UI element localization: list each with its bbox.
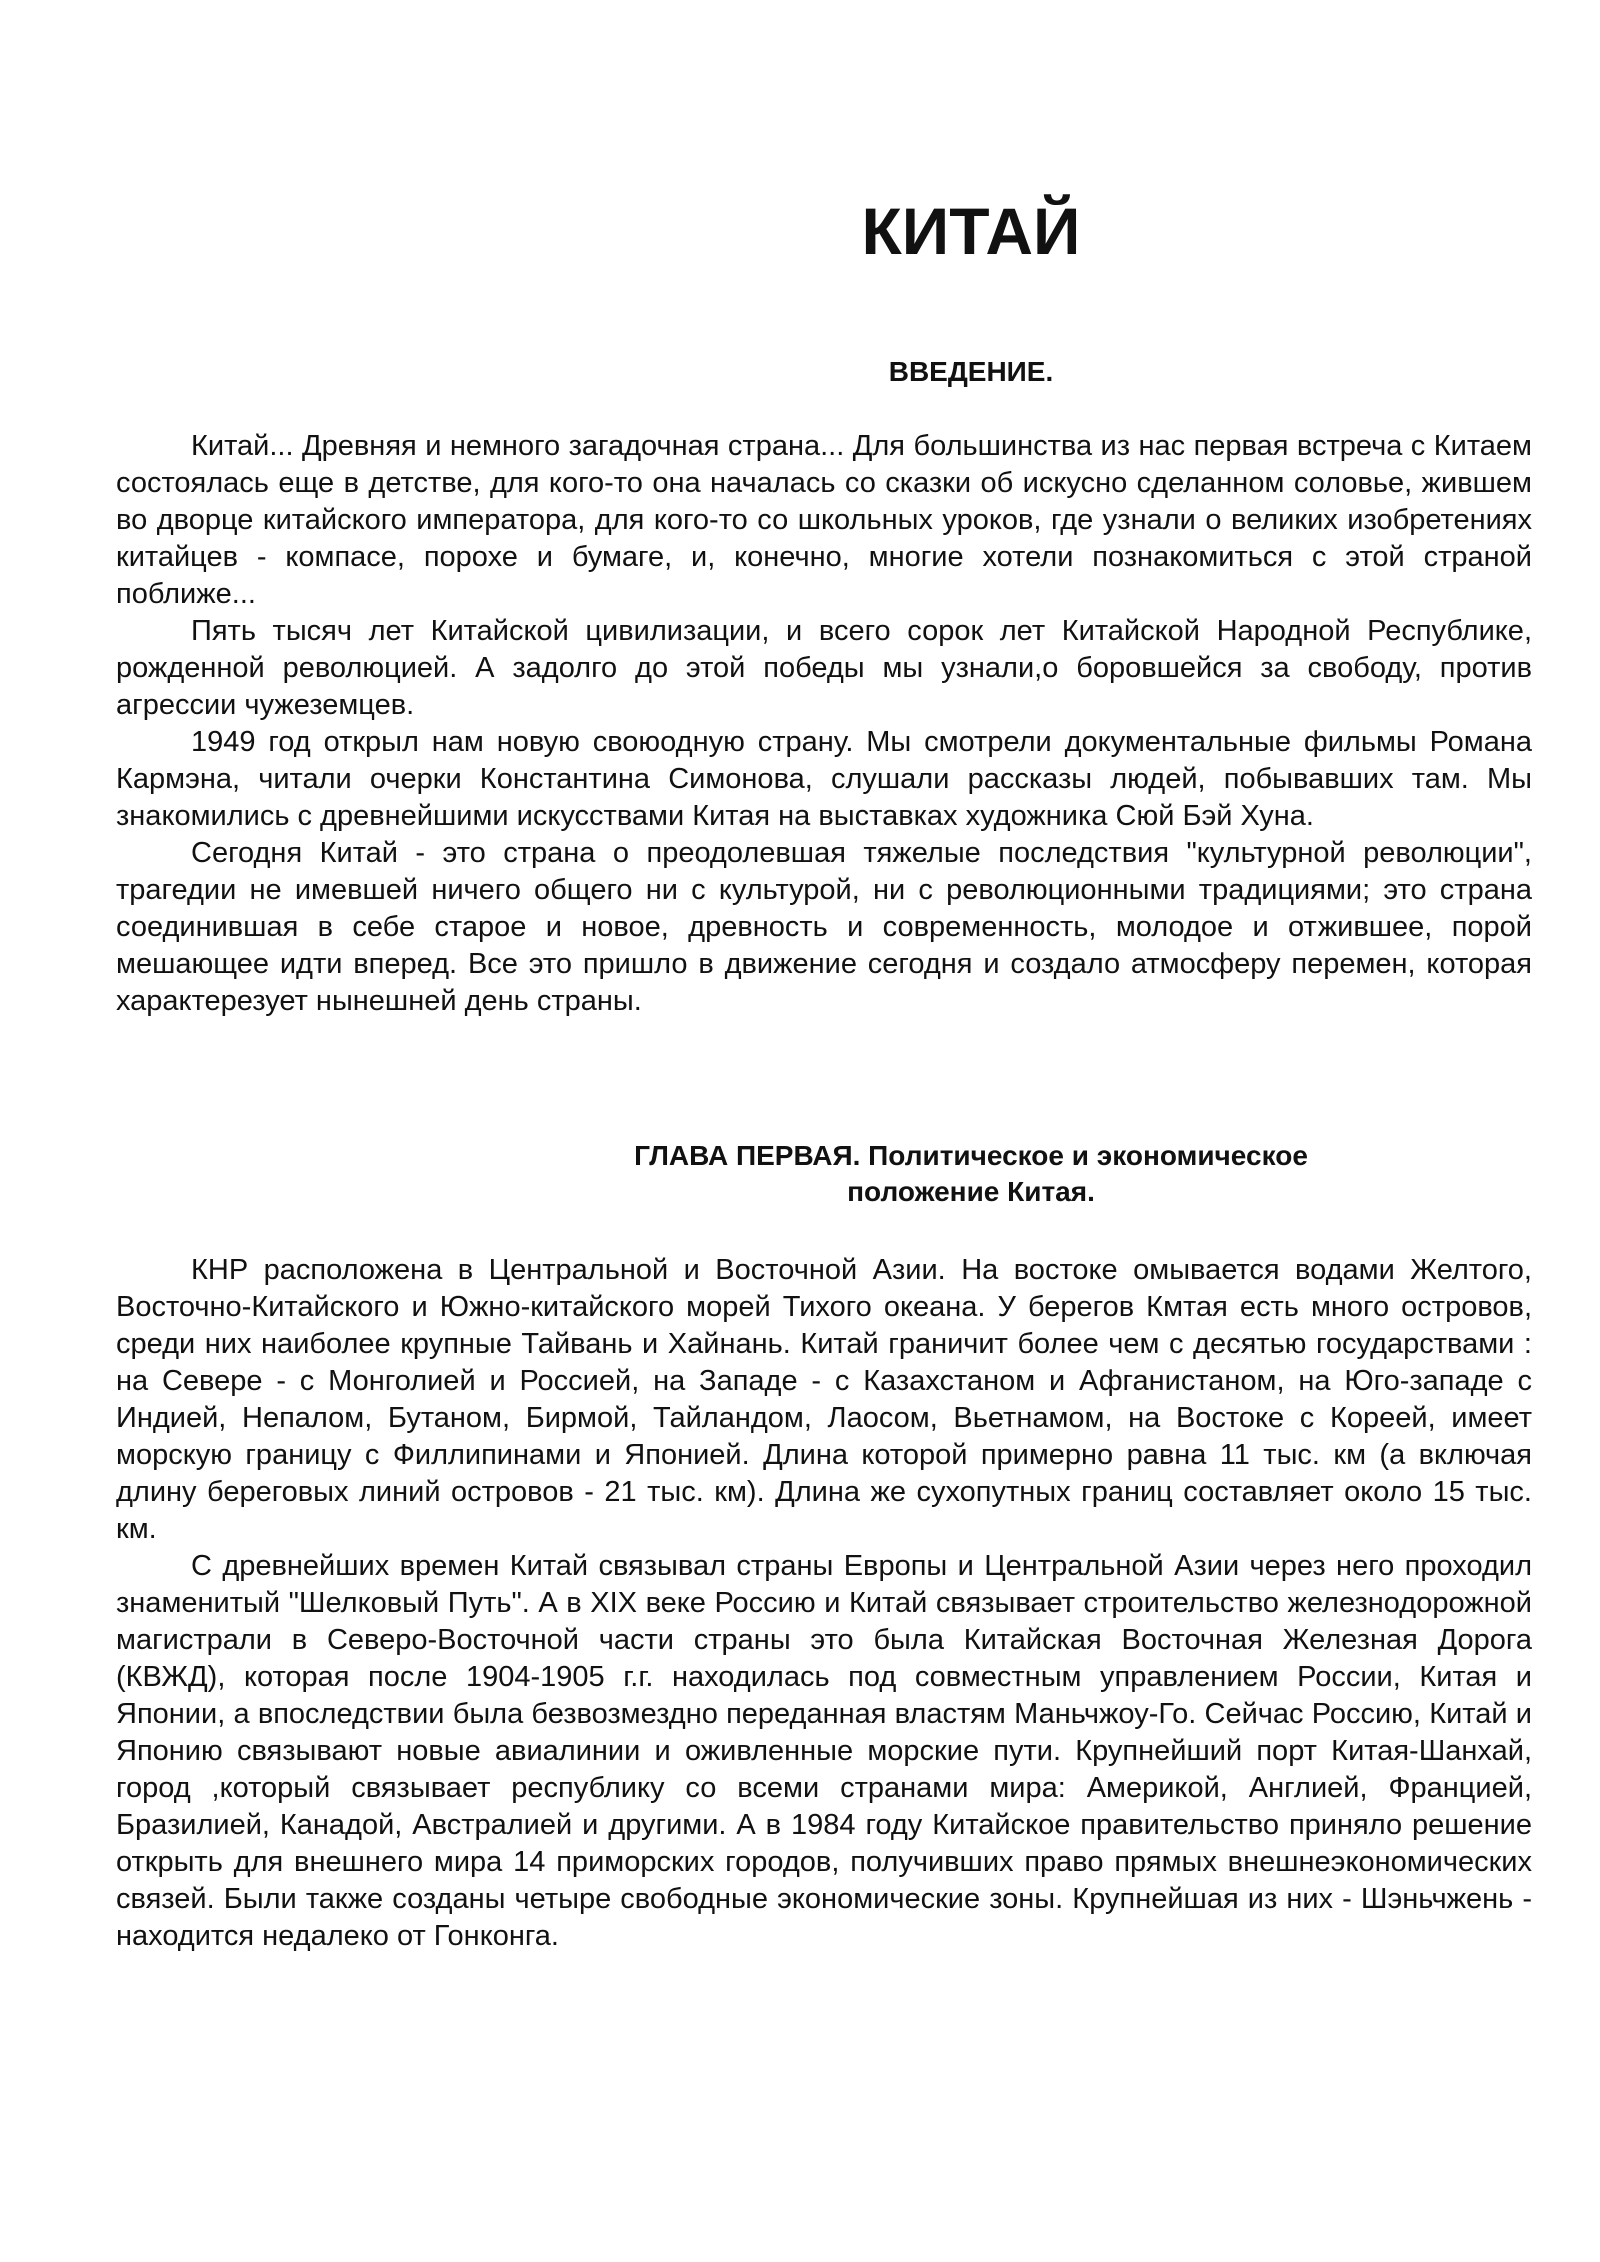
section-heading-chapter-one	[116, 1138, 1532, 1210]
paragraph: КНР расположена в Центральной и Восточной Азии. На востоке омывается водами Желтого, Восточно-Китайского и Южно-китайского морей Тихого океана. У берегов Кмтая есть много островов, среди них наиболее крупные Тайвань и Хайнань. Китай граничит более чем с десятью государствами : на Севере - с Монголией и Россией, на Западе - с Казахстаном и Афганистаном, на Юго-западе с Индией, Непалом, Бутаном, Бирмой, Тайландом, Лаосом, Вьетнамом, на Востоке с Кореей, имеет морскую границу с Филлипинами и Японией. Длина которой примерно равна 11 тыс. км (а включая длину береговых линий островов - 21 тыс. км). Длина же сухопутных границ составляет около 15 тыс. км.	[116, 1254, 1532, 1545]
paragraph: 1949 год открыл нам новую своюодную страну. Мы смотрели документальные фильмы Романа Кармэна, читали очерки Константина Симонова, слушали рассказы людей, побывавших там. Мы знакомились с древнейшими искусствами Китая на выставках художника Сюй Бэй Хуна.	[116, 726, 1532, 832]
heading-line: положение Китая.	[847, 1176, 1095, 1207]
section-chapter-one	[116, 1252, 1532, 1955]
document-title: КИТАЙ	[861, 194, 1081, 268]
paragraph: Пять тысяч лет Китайской цивилизации, и всего сорок лет Китайской Народной Республике, рожденной революцией. А задолго до этой победы мы узнали,о боровшейся за свободу, против агрессии чужеземцев.	[116, 615, 1532, 721]
section-heading-introduction: ВВЕДЕНИЕ.	[888, 356, 1054, 387]
paragraph: С древнейших времен Китай связывал страны Европы и Центральной Азии через него проходил знаменитый "Шелковый Путь". А в XIX веке Россию и Китай связывает строительство железнодорожной магистрали в Северо-Восточной части страны это была Китайская Восточная Железная Дорога (КВЖД), которая после 1904-1905 г.г. находилась под совместным управлением России, Китая и Японии, а впоследствии была безвозмездно переданная властям Маньчжоу-Го. Сейчас Россию, Китай и Японию связывают новые авиалинии и оживленные морские пути. Крупнейший порт Китая-Шанхай, город ,который связывает республику со всеми странами мира: Америкой, Англией, Францией, Бразилией, Канадой, Австралией и другими. А в 1984 году Китайское правительство приняло решение открыть для внешнего мира 14 приморских городов, получивших право прямых внешнеэкономических связей. Были также созданы четыре свободные экономические зоны. Крупнейшая из них - Шэньчжень - находится недалеко от Гонконга.	[116, 1550, 1532, 1952]
heading-line: ГЛАВА ПЕРВАЯ. Политическое и экономическое	[634, 1140, 1308, 1171]
paragraph: Китай... Древняя и немного загадочная страна... Для большинства из нас первая встреча с Китаем состоялась еще в детстве, для кого-то она началась со сказки об искусно сделанном соловье, жившем во дворце китайского императора, для кого-то со школьных уроков, где узнали о великих изобретениях китайцев - компасе, порохе и бумаге, и, конечно, многие хотели познакомиться с этой страной поближе...	[116, 430, 1532, 610]
section-introduction	[116, 428, 1532, 1020]
paragraph: Сегодня Китай - это страна о преодолевшая тяжелые последствия "культурной революции", трагедии не имевшей ничего общего ни с культурой, ни с революционными традициями; это страна соединившая в себе старое и новое, древность и современность, молодое и отжившее, порой мешающее идти вперед. Все это пришло в движение сегодня и создало атмосферу перемен, которая характерезует нынешней день страны.	[116, 837, 1532, 1017]
